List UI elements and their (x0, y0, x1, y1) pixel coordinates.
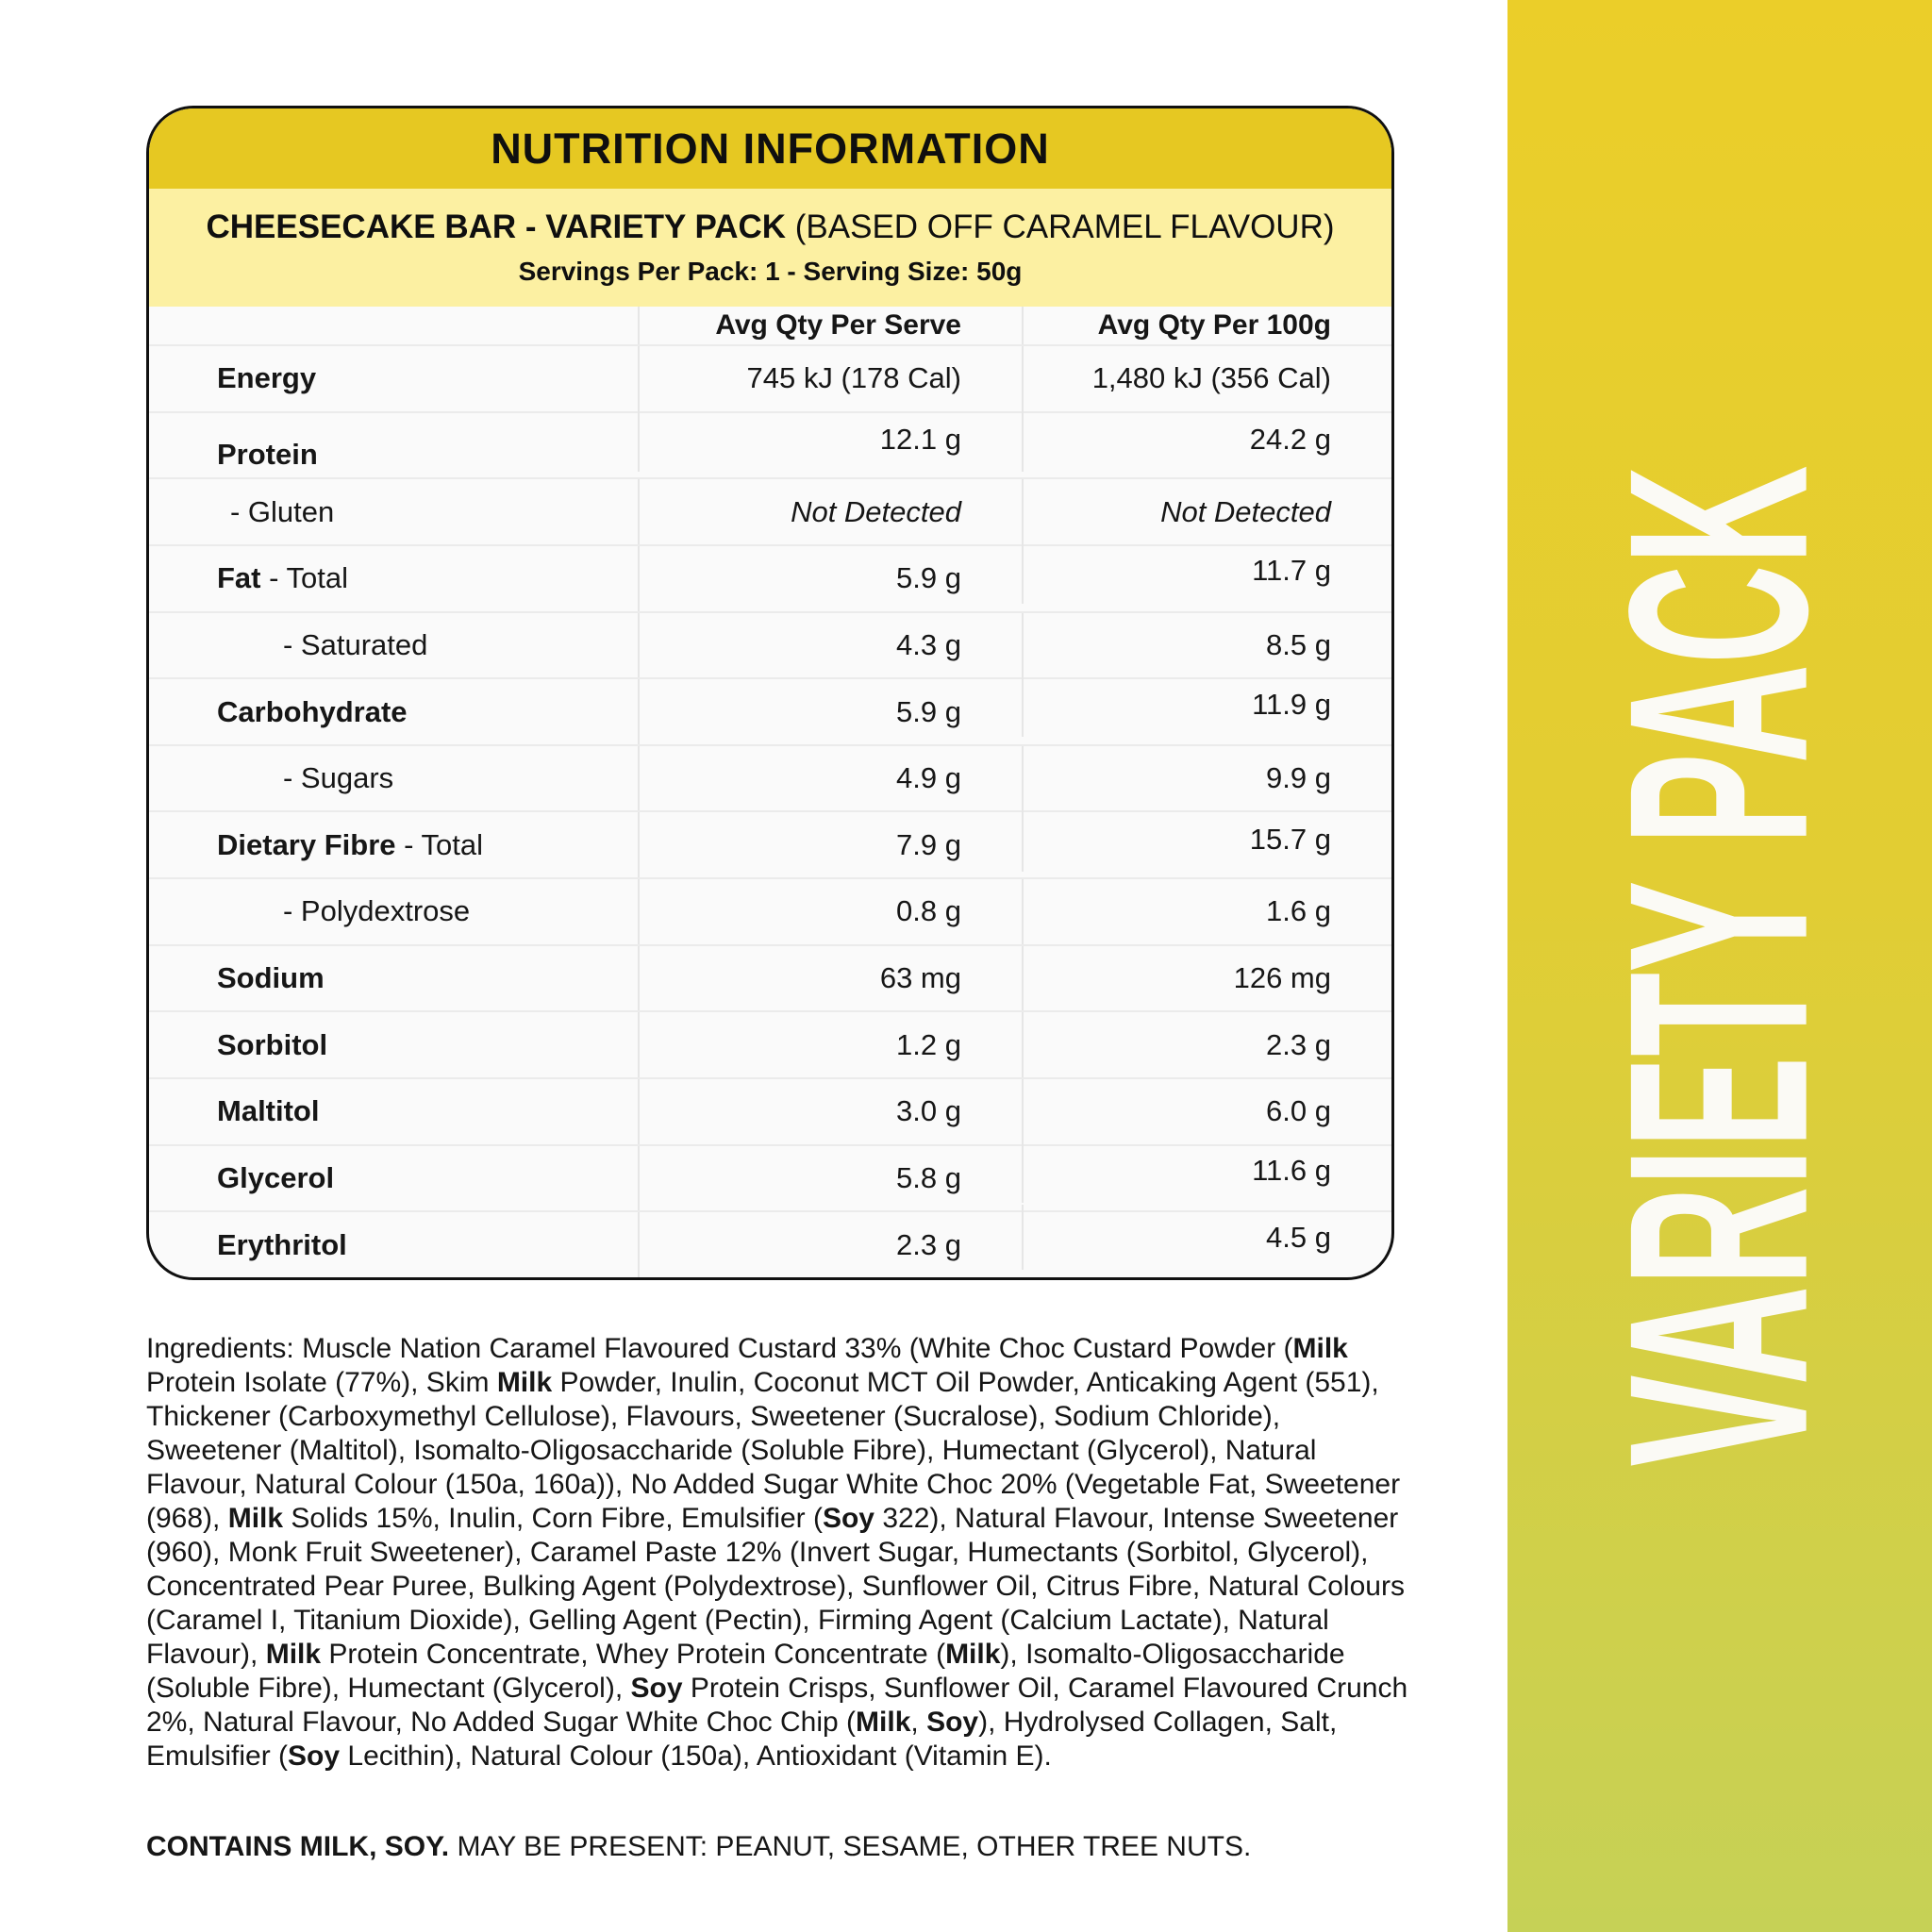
row-label: Sodium (217, 961, 325, 995)
panel-header-band (149, 108, 1391, 189)
value-per-100g: 1.6 g (1022, 879, 1391, 944)
table-row (149, 344, 1391, 411)
value-per-serve: Not Detected (638, 479, 1022, 544)
ingredients-text: Ingredients: Muscle Nation Caramel Flavoured Custard 33% (White Choc Custard Powder (Milk Protein Isolate (77%), Skim Milk Powder, Inulin, Coconut MCT Oil Powder, Anticaking Agent (551), Thickener (Carboxymethyl Cellulose), Flavours, Sweetener (Sucralose), Sodium Chloride), Sweetener (Maltitol), Isomalto-Oligosaccharide (Soluble Fibre), Humectant (Glycerol), Natural Flavour, Natural Colour (150a, 160a)), No Added Sugar White Choc 20% (Vegetable Fat, Sweetener (968), Milk Solids 15%, Inulin, Corn Fibre, Emulsifier (Soy 322), Natural Flavour, Intense Sweetener (960), Monk Fruit Sweetener), Caramel Paste 12% (Invert Sugar, Humectants (Sorbitol, Glycerol), Concentrated Pear Puree, Bulking Agent (Polydextrose), Sunflower Oil, Citrus Fibre, Natural Colours (Caramel I, Titanium Dioxide), Gelling Agent (Pectin), Firming Agent (Calcium Lactate), Natural Flavour), Milk Protein Concentrate, Whey Protein Concentrate (Milk), Isomalto-Oligosaccharide (Soluble Fibre), Humectant (Glycerol), Soy Protein Crisps, Sunflower Oil, Caramel Flavoured Crunch 2%, Natural Flavour, No Added Sugar White Choc Chip (Milk, Soy), Hydrolysed Collagen, Salt, Emulsifier (Soy Lecithin), Natural Colour (150a), Antioxidant (Vitamin E). (146, 1333, 1408, 1772)
row-label: - Gluten (230, 494, 335, 528)
product-name-bold: CHEESECAKE BAR - VARIETY PACK (206, 208, 787, 245)
value-per-100g: Not Detected (1022, 479, 1391, 544)
table-row (149, 544, 1391, 611)
value-per-serve: 12.1 g (638, 408, 1022, 473)
row-label: - Sugars (283, 761, 394, 795)
row-label: Glycerol (217, 1161, 335, 1194)
value-per-100g: 11.6 g (1022, 1139, 1391, 1204)
sidebar (1507, 0, 1932, 1932)
row-label: Maltitol (217, 1094, 320, 1128)
value-per-100g: 9.9 g (1022, 746, 1391, 811)
servings-line: Servings Per Pack: 1 - Serving Size: 50g (518, 257, 1023, 286)
table-row (149, 477, 1391, 544)
panel-title: NUTRITION INFORMATION (491, 124, 1050, 173)
sidebar-vertical-text: VARIETY PACK (1577, 465, 1861, 1467)
value-per-serve: 4.9 g (638, 746, 1022, 811)
column-header-per-100g: Avg Qty Per 100g (1022, 307, 1391, 344)
value-per-serve: 63 mg (638, 946, 1022, 1011)
value-per-serve: 745 kJ (178 Cal) (638, 346, 1022, 411)
table-row (149, 810, 1391, 877)
allergen-statement: CONTAINS MILK, SOY. MAY BE PRESENT: PEANUT, SESAME, OTHER TREE NUTS. (146, 1831, 1252, 1862)
value-per-serve: 1.2 g (638, 1012, 1022, 1077)
value-per-100g: 6.0 g (1022, 1079, 1391, 1144)
nutrition-panel (146, 106, 1394, 1280)
table-row (149, 1077, 1391, 1144)
value-per-100g: 4.5 g (1022, 1205, 1391, 1270)
table-row (149, 677, 1391, 744)
table-row (149, 411, 1391, 478)
row-label: Erythritol (217, 1227, 347, 1261)
table-row (149, 1144, 1391, 1211)
column-header-blank (149, 307, 638, 344)
value-per-serve: 5.9 g (638, 546, 1022, 611)
row-label: - Saturated (283, 627, 428, 661)
value-per-100g: 126 mg (1022, 946, 1391, 1011)
table-row (149, 1010, 1391, 1077)
row-label: Fat - Total (217, 561, 348, 595)
row-label: Dietary Fibre - Total (217, 827, 483, 861)
row-label: Protein (217, 437, 318, 471)
value-per-serve: 2.3 g (638, 1212, 1022, 1277)
product-name-line (207, 208, 1335, 246)
value-per-100g: 2.3 g (1022, 1012, 1391, 1077)
value-per-serve: 7.9 g (638, 812, 1022, 877)
row-label: Energy (217, 361, 317, 395)
product-name-note: (BASED OFF CARAMEL FLAVOUR) (786, 208, 1335, 245)
row-label: Sorbitol (217, 1027, 328, 1061)
value-per-100g: 24.2 g (1022, 408, 1391, 473)
value-per-100g: 11.7 g (1022, 539, 1391, 604)
product-header-band (149, 189, 1391, 307)
value-per-100g: 1,480 kJ (356 Cal) (1022, 346, 1391, 411)
value-per-serve: 4.3 g (638, 613, 1022, 678)
table-header-row (149, 307, 1391, 344)
value-per-serve: 0.8 g (638, 879, 1022, 944)
table-body (149, 344, 1391, 1277)
row-label: - Polydextrose (283, 894, 471, 928)
value-per-serve: 5.8 g (638, 1146, 1022, 1211)
table-row (149, 1210, 1391, 1277)
value-per-serve: 3.0 g (638, 1079, 1022, 1144)
table-row (149, 744, 1391, 811)
value-per-100g: 15.7 g (1022, 807, 1391, 872)
value-per-100g: 8.5 g (1022, 613, 1391, 678)
row-label: Carbohydrate (217, 694, 408, 728)
column-header-per-serve: Avg Qty Per Serve (638, 307, 1022, 344)
table-row (149, 611, 1391, 678)
table-row (149, 877, 1391, 944)
table-row (149, 944, 1391, 1011)
value-per-100g: 11.9 g (1022, 672, 1391, 737)
value-per-serve: 5.9 g (638, 679, 1022, 744)
